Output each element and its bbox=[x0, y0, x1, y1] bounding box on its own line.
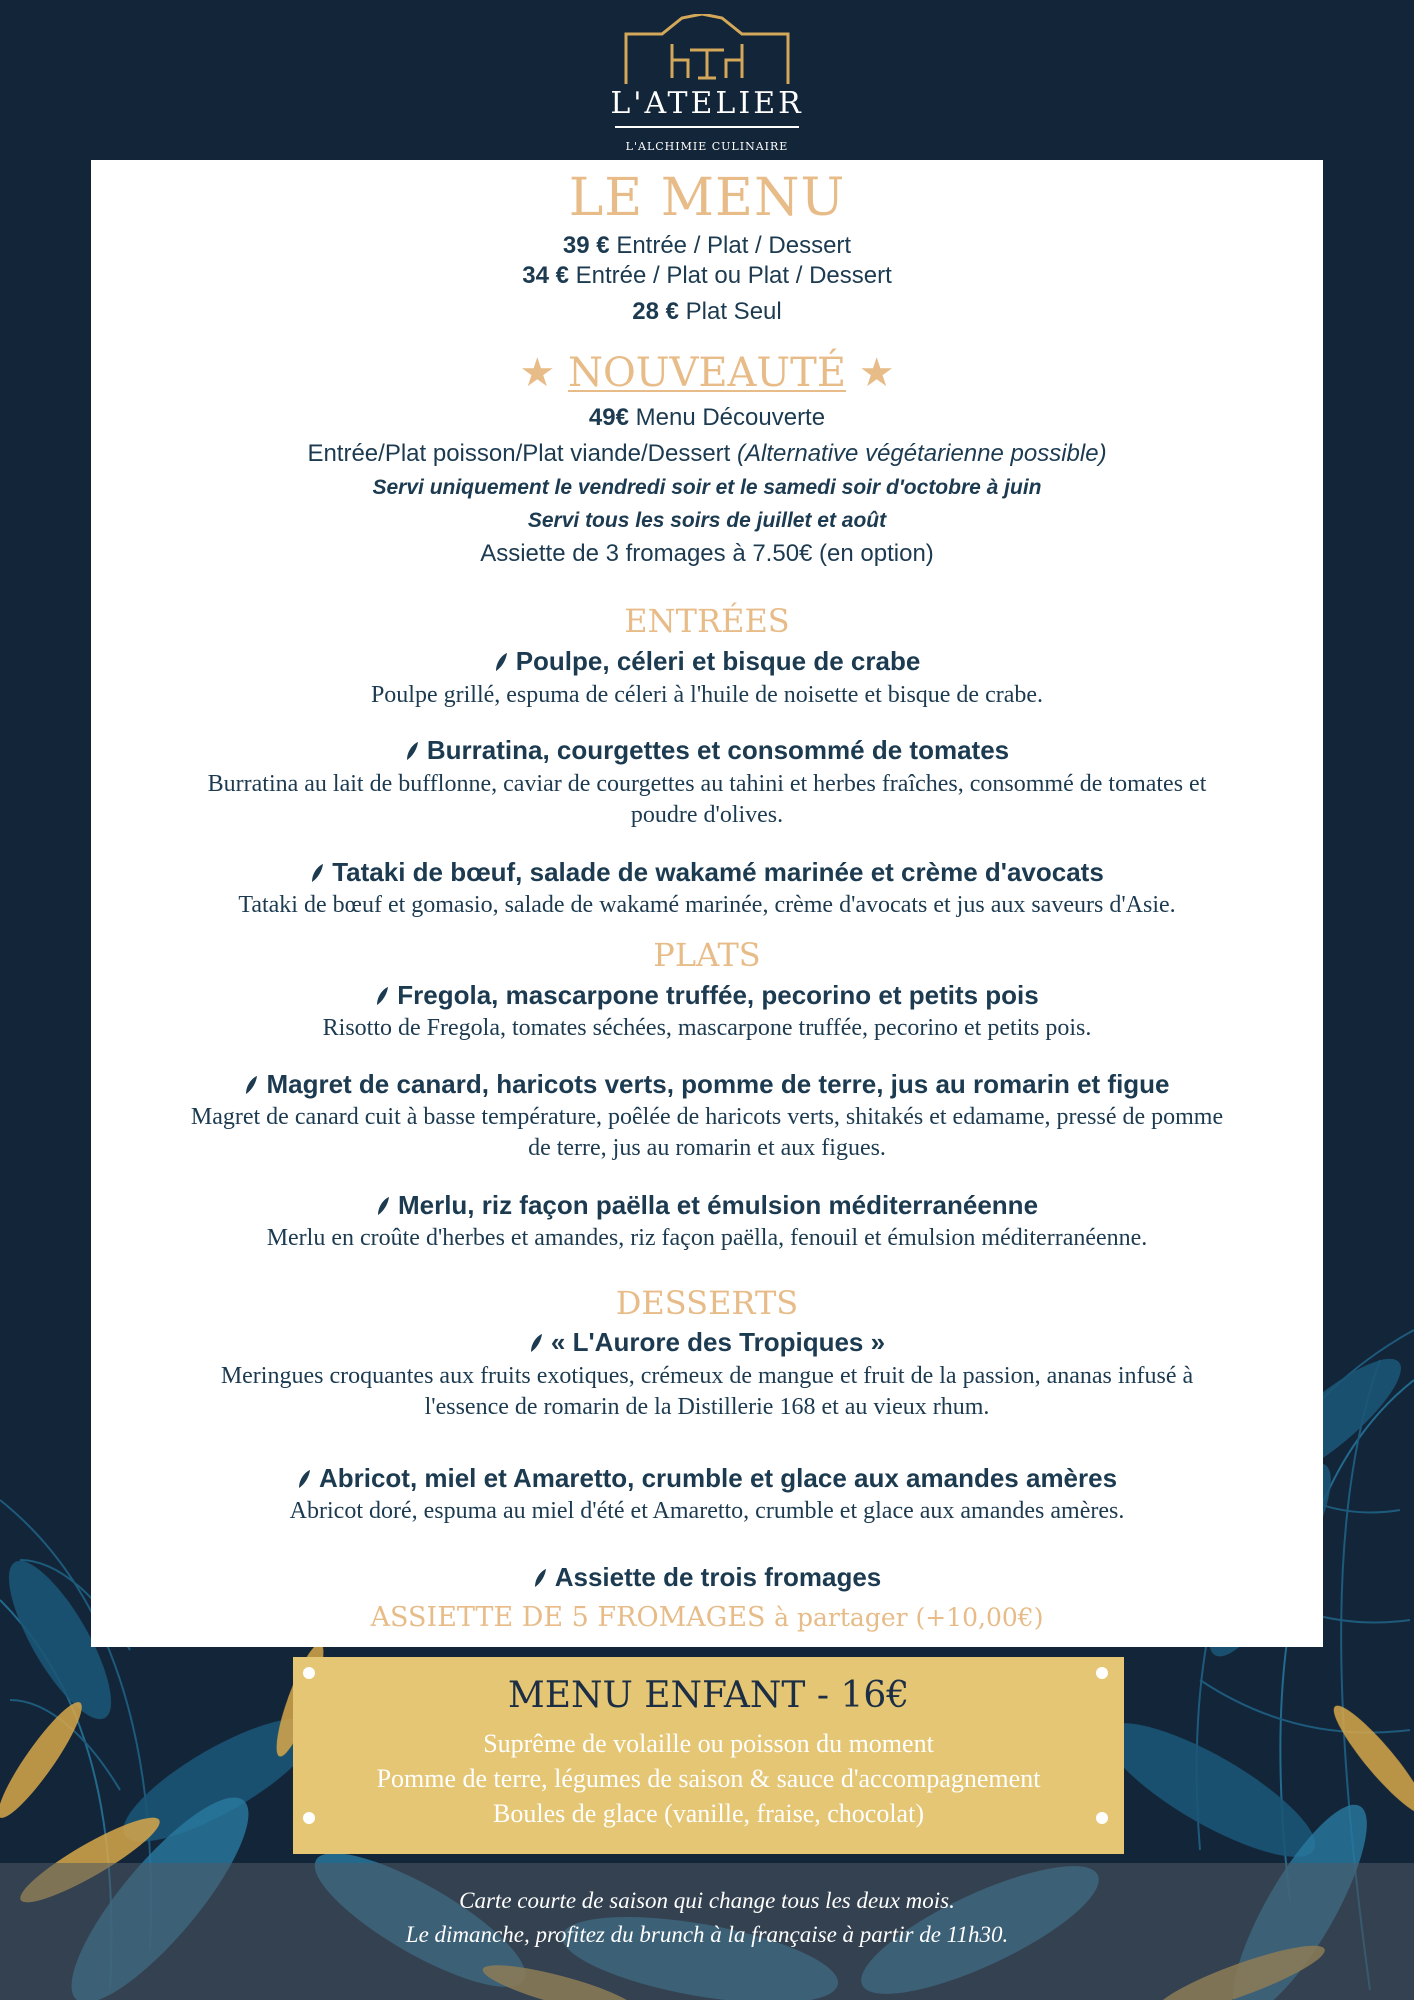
price-label: Entrée / Plat / Dessert bbox=[616, 232, 852, 259]
dish-description: Tataki de bœuf et gomasio, salade de wakamé marinée, crème d'avocats et jus aux saveurs d'Asie. bbox=[238, 892, 1176, 918]
price-label: Plat Seul bbox=[685, 298, 782, 325]
dish-description: poudre d'olives. bbox=[630, 802, 784, 828]
leaf-icon bbox=[533, 1568, 547, 1588]
brand-name: L'ATELIER bbox=[610, 86, 804, 121]
brand-logo bbox=[597, 14, 817, 153]
served-note-2: Servi tous les soirs de juillet et août bbox=[527, 509, 887, 532]
dish-description: Magret de canard cuit à basse température, poêlée de haricots verts, shitakés et edamame, pressé de pomme bbox=[190, 1104, 1224, 1130]
dish-name: Merlu, riz façon paëlla et émulsion méditerranéenne bbox=[397, 1190, 1039, 1220]
price-amount: 34 € bbox=[522, 262, 569, 289]
menu-title: LE MENU bbox=[568, 168, 846, 228]
served-note-1: Servi uniquement le vendredi soir et le samedi soir d'octobre à juin bbox=[372, 476, 1042, 499]
dish-name: « L'Aurore des Tropiques » bbox=[550, 1327, 886, 1357]
brand-divider bbox=[615, 126, 799, 128]
dish-title bbox=[91, 1327, 1323, 1358]
kids-menu-title: MENU ENFANT - 16€ bbox=[507, 1675, 910, 1716]
dish-name: Abricot, miel et Amaretto, crumble et glace aux amandes amères bbox=[318, 1463, 1118, 1493]
dish-description: Merlu en croûte d'herbes et amandes, riz façon paëlla, fenouil et émulsion méditerranéenne. bbox=[266, 1225, 1148, 1251]
kids-menu-item: Pomme de terre, légumes de saison & sauce d'accompagnement bbox=[376, 1764, 1041, 1793]
price-row bbox=[91, 298, 1323, 326]
nouveaute-title: NOUVEAUTÉ bbox=[567, 350, 847, 396]
price-amount: 39 € bbox=[562, 232, 610, 259]
dish-name: Fregola, mascarpone truffée, pecorino et petits pois bbox=[397, 980, 1039, 1010]
courses-text: Entrée/Plat poisson/Plat viande/Dessert bbox=[307, 440, 731, 467]
section-title-entrees: ENTRÉES bbox=[624, 602, 790, 640]
shared-cheese-title: ASSIETTE DE 5 FROMAGES bbox=[370, 1602, 766, 1633]
nouveaute-heading bbox=[91, 350, 1323, 396]
dish-description: Poulpe grillé, espuma de céleri à l'huile de noisette et bisque de crabe. bbox=[370, 682, 1044, 708]
kids-menu-panel bbox=[293, 1657, 1124, 1854]
leaf-icon bbox=[405, 741, 419, 761]
discovery-price bbox=[91, 404, 1323, 432]
leaf-icon bbox=[244, 1075, 258, 1095]
dish-name: Tataki de bœuf, salade de wakamé marinée et crème d'avocats bbox=[332, 857, 1104, 887]
dish-description: Risotto de Fregola, tomates séchées, mascarpone truffée, pecorino et petits pois. bbox=[322, 1015, 1092, 1041]
dish-title bbox=[91, 980, 1323, 1011]
discovery-courses bbox=[91, 440, 1323, 468]
dish-title bbox=[91, 735, 1323, 766]
footer-note-1: Carte courte de saison qui change tous les deux mois. bbox=[459, 1888, 955, 1913]
leaf-icon bbox=[297, 1469, 311, 1489]
price-amount: 28 € bbox=[632, 298, 679, 325]
dish-description: de terre, jus au romarin et aux figues. bbox=[528, 1135, 886, 1161]
leaf-icon bbox=[494, 652, 508, 672]
brand-tagline: L'ALCHIMIE CULINAIRE bbox=[625, 140, 789, 153]
dish-description: Meringues croquantes aux fruits exotiques, crémeux de mangue et fruit de la passion, ananas infusé à bbox=[220, 1363, 1194, 1389]
table-chairs-logo-icon bbox=[622, 14, 792, 86]
price-label: Menu Découverte bbox=[635, 404, 826, 431]
star-icon: ★ bbox=[519, 350, 556, 396]
shared-cheese-plate bbox=[91, 1602, 1323, 1633]
dish-description: Burratina au lait de bufflonne, caviar de courgettes au tahini et herbes fraîches, consommé de tomates et bbox=[207, 771, 1207, 797]
dish-name: Poulpe, céleri et bisque de crabe bbox=[515, 646, 921, 676]
price-row bbox=[91, 262, 1323, 290]
dish-title bbox=[91, 1069, 1323, 1100]
leaf-icon bbox=[310, 863, 324, 883]
dish-title bbox=[91, 1562, 1323, 1593]
dish-name: Burratina, courgettes et consommé de tomates bbox=[426, 735, 1010, 765]
leaf-icon bbox=[529, 1333, 543, 1353]
section-title-desserts: DESSERTS bbox=[615, 1284, 799, 1322]
menu-card bbox=[91, 160, 1323, 1647]
dish-title bbox=[91, 1190, 1323, 1221]
shared-cheese-price: à partager (+10,00€) bbox=[774, 1603, 1044, 1632]
dish-name: Assiette de trois fromages bbox=[554, 1562, 882, 1592]
footer-note-2: Le dimanche, profitez du brunch à la française à partir de 11h30. bbox=[405, 1922, 1009, 1947]
dish-description: Abricot doré, espuma au miel d'été et Amaretto, crumble et glace aux amandes amères. bbox=[289, 1498, 1125, 1524]
dish-title bbox=[91, 1463, 1323, 1494]
dish-title bbox=[91, 857, 1323, 888]
kids-menu-item: Boules de glace (vanille, fraise, chocolat) bbox=[493, 1799, 924, 1828]
dish-name: Magret de canard, haricots verts, pomme de terre, jus au romarin et figue bbox=[266, 1069, 1170, 1099]
leaf-icon bbox=[376, 1196, 390, 1216]
dish-title bbox=[91, 646, 1323, 677]
kids-menu-item: Suprême de volaille ou poisson du moment bbox=[483, 1729, 934, 1758]
price-amount: 49€ bbox=[588, 404, 629, 431]
price-row bbox=[91, 232, 1323, 260]
section-title-plats: PLATS bbox=[653, 936, 761, 974]
star-icon: ★ bbox=[858, 350, 895, 396]
leaf-icon bbox=[375, 986, 389, 1006]
price-label: Entrée / Plat ou Plat / Dessert bbox=[575, 262, 892, 289]
cheese-option: Assiette de 3 fromages à 7.50€ (en option) bbox=[480, 540, 934, 567]
dish-description: l'essence de romarin de la Distillerie 168 et au vieux rhum. bbox=[424, 1394, 990, 1420]
vegetarian-note: (Alternative végétarienne possible) bbox=[737, 440, 1107, 467]
